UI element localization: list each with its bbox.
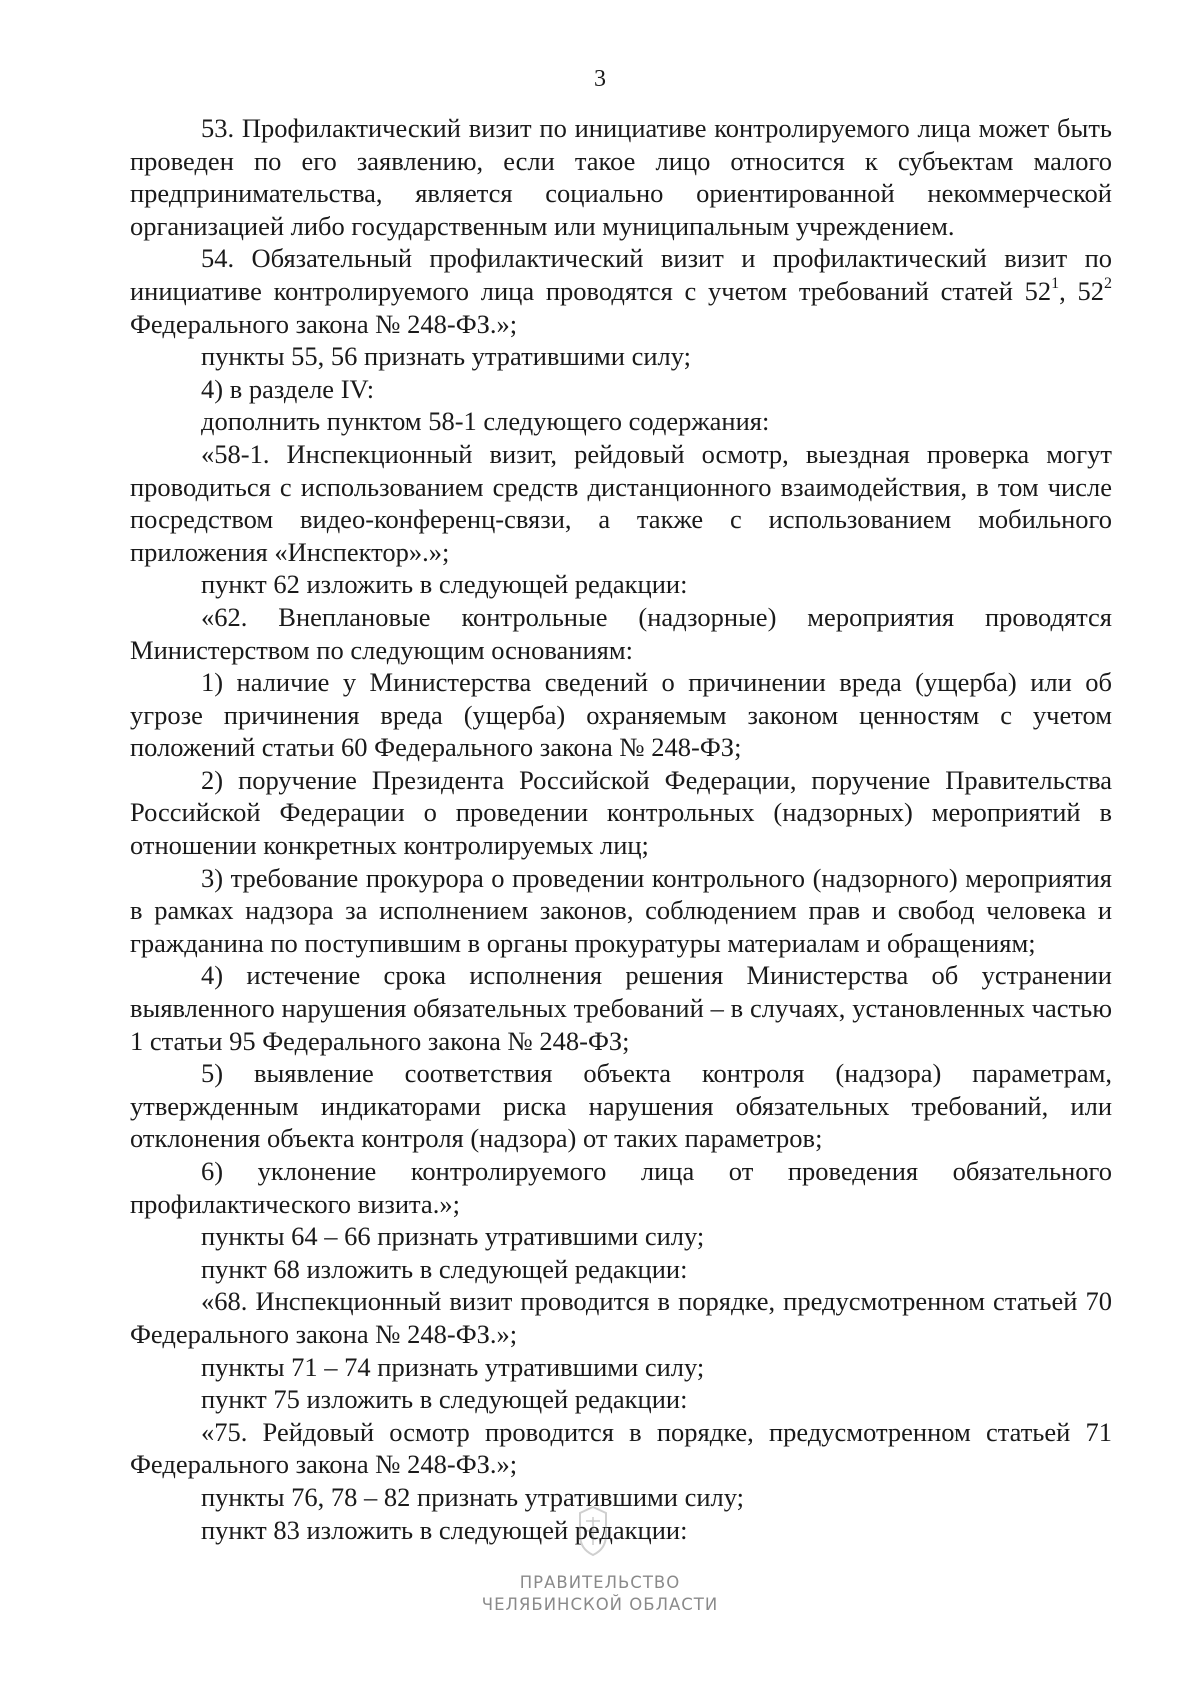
superscript-1: 1 [1051, 274, 1060, 292]
paragraph-54 [130, 242, 1112, 340]
paragraph-add-58-1: дополнить пунктом 58-1 следующего содержания: [201, 406, 770, 437]
stamp-line-2: ЧЕЛЯБИНСКОЙ ОБЛАСТИ [481, 1595, 719, 1614]
paragraph-section-iv: 4) в разделе IV: [201, 373, 375, 404]
paragraph-58-1: «58-1. Инспекционный визит, рейдовый осмотр, выездная проверка могут проводиться с использованием средств дистанционного взаимодействия, в том числе посредством видео-конференц-связи, а также с использованием мобильного приложения «Инспектор».»; [130, 438, 1112, 567]
list-item-5: 5) выявление соответствия объекта контроля (надзора) параметрам, утвержденным индикаторами риска нарушения обязательных требований, или отклонения объекта контроля (надзора) от таких параметров; [130, 1058, 1112, 1154]
paragraph-55-56: пункты 55, 56 признать утратившими силу; [201, 341, 692, 372]
government-stamp [0, 1572, 1200, 1616]
paragraph-54-between: , 52 [1059, 275, 1104, 306]
paragraph-68-intro: пункт 68 изложить в следующей редакции: [201, 1253, 688, 1284]
list-item-6: 6) уклонение контролируемого лица от проведения обязательного профилактического визита.»; [130, 1156, 1112, 1219]
paragraph-68: «68. Инспекционный визит проводится в порядке, предусмотренном статьей 70 Федерального закона № 248-ФЗ.»; [130, 1286, 1112, 1349]
document-body [130, 112, 1112, 1546]
paragraph-62: «62. Внеплановые контрольные (надзорные) мероприятия проводятся Министерством по следующим основаниям: [130, 601, 1112, 665]
superscript-2: 2 [1104, 274, 1112, 292]
paragraph-83-intro: пункт 83 изложить в следующей редакции: [201, 1514, 688, 1545]
paragraph-54-text: 54. Обязательный профилактический визит и профилактический визит по инициативе контролируемого лица проводятся с учетом требований статей 52 [130, 243, 1112, 306]
list-item-3: 3) требование прокурора о проведении контрольного (надзорного) мероприятия в рамках надзора за исполнением законов, соблюдением прав и свобод человека и гражданина по поступившим в органы прокуратуры материалам и обращениям; [130, 862, 1112, 958]
list-item-1: 1) наличие у Министерства сведений о причинении вреда (ущерба) или об угрозе причинения вреда (ущерба) охраняемым законом ценностям с учетом положений статьи 60 Федерального закона № 248-ФЗ; [130, 667, 1112, 763]
paragraph-75-intro: пункт 75 изложить в следующей редакции: [201, 1384, 688, 1415]
list-item-2: 2) поручение Президента Российской Федерации, поручение Правительства Российской Федерации о проведении контрольных (надзорных) мероприятий в отношении конкретных контролируемых лиц; [130, 764, 1112, 861]
paragraph-64-66: пункты 64 – 66 признать утратившими силу; [201, 1221, 705, 1252]
stamp-line-1: ПРАВИТЕЛЬСТВО [519, 1573, 681, 1592]
paragraph-53: 53. Профилактический визит по инициативе контролируемого лица может быть проведен по его заявлению, если такое лицо относится к субъектам малого предпринимательства, является социально ориентированной некоммерческой организацией либо государственным или муниципальным учреждением. [130, 113, 1112, 241]
coat-of-arms-icon [576, 1505, 610, 1557]
paragraph-71-74: пункты 71 – 74 признать утратившими силу; [201, 1351, 705, 1382]
list-item-4: 4) истечение срока исполнения решения Министерства об устранении выявленного нарушения обязательных требований – в случаях, установленных частью 1 статьи 95 Федерального закона № 248-ФЗ; [130, 960, 1112, 1056]
paragraph-62-intro: пункт 62 изложить в следующей редакции: [201, 569, 688, 600]
paragraph-54-tail: Федерального закона № 248-ФЗ.»; [130, 308, 518, 339]
page-number: 3 [594, 66, 606, 92]
paragraph-75: «75. Рейдовый осмотр проводится в порядке, предусмотренном статьей 71 Федерального закона № 248-ФЗ.»; [130, 1416, 1112, 1480]
paragraph-76-82: пункты 76, 78 – 82 признать утратившими силу; [201, 1481, 745, 1512]
